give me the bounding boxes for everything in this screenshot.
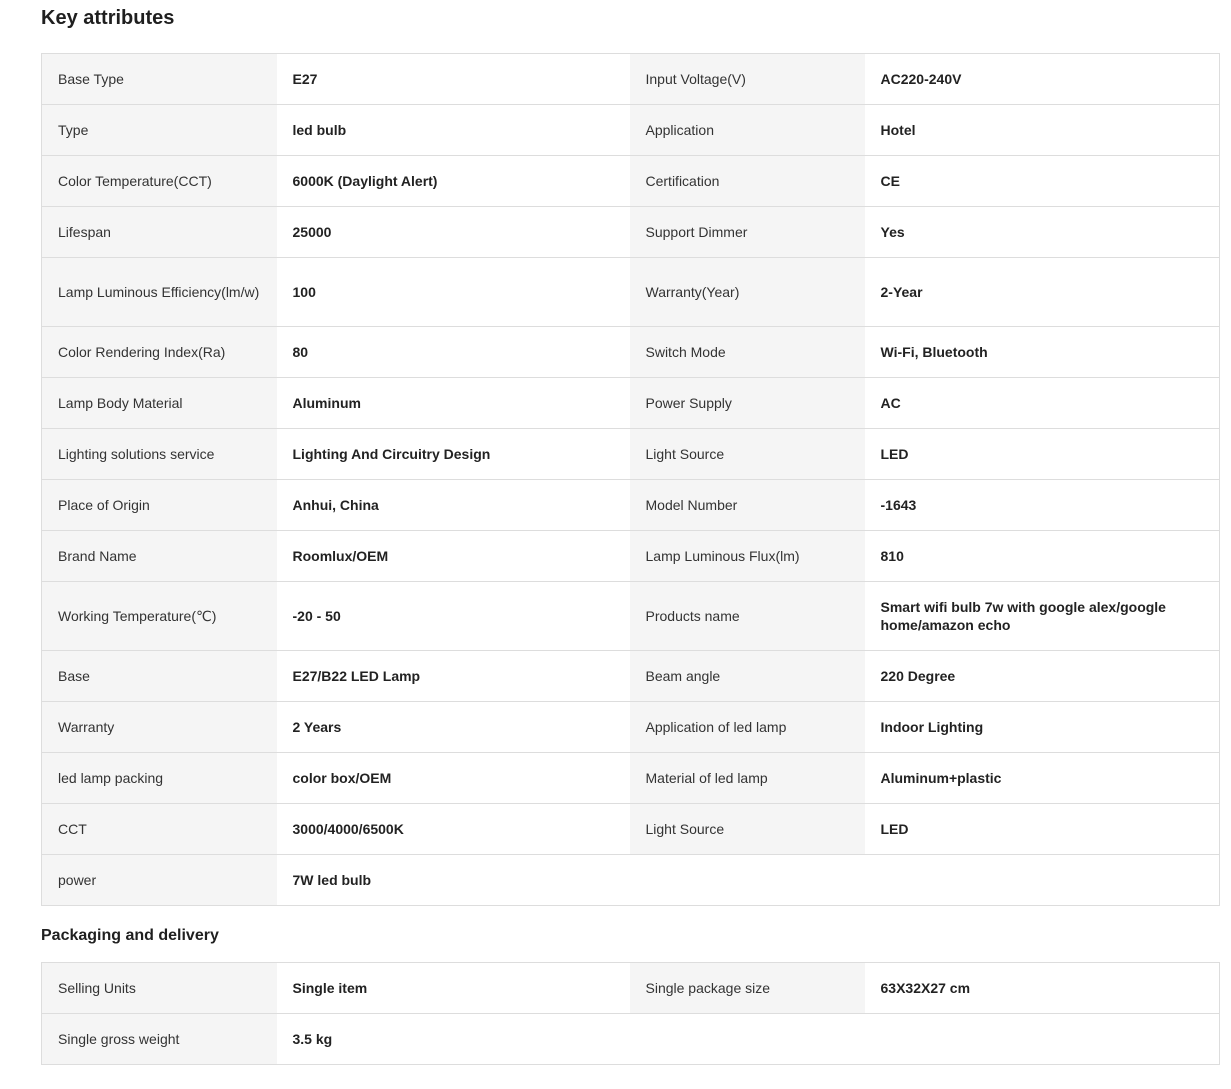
attribute-label: Model Number bbox=[630, 480, 865, 531]
attribute-value: CE bbox=[865, 156, 1220, 207]
attribute-value: color box/OEM bbox=[277, 753, 630, 804]
attribute-value: 25000 bbox=[277, 207, 630, 258]
attribute-label: Products name bbox=[630, 582, 865, 651]
attribute-row bbox=[42, 105, 1220, 156]
attribute-row bbox=[42, 855, 1220, 906]
attribute-value: AC bbox=[865, 378, 1220, 429]
attribute-value: LED bbox=[865, 429, 1220, 480]
attribute-row bbox=[42, 651, 1220, 702]
attribute-row bbox=[42, 429, 1220, 480]
attribute-row bbox=[42, 582, 1220, 651]
attribute-label: Single gross weight bbox=[42, 1014, 277, 1065]
attribute-label: Type bbox=[42, 105, 277, 156]
attribute-row bbox=[42, 753, 1220, 804]
attribute-value: LED bbox=[865, 804, 1220, 855]
packaging-heading: Packaging and delivery bbox=[41, 927, 219, 944]
attribute-value: Roomlux/OEM bbox=[277, 531, 630, 582]
attribute-row bbox=[42, 963, 1220, 1014]
attribute-label: Lighting solutions service bbox=[42, 429, 277, 480]
attribute-value: 2-Year bbox=[865, 258, 1220, 327]
attribute-label: Color Rendering Index(Ra) bbox=[42, 327, 277, 378]
attribute-label: Base Type bbox=[42, 54, 277, 105]
attribute-row bbox=[42, 702, 1220, 753]
attribute-label: Support Dimmer bbox=[630, 207, 865, 258]
attribute-label: Light Source bbox=[630, 429, 865, 480]
attribute-label: Power Supply bbox=[630, 378, 865, 429]
attribute-value: 220 Degree bbox=[865, 651, 1220, 702]
attribute-label: Application bbox=[630, 105, 865, 156]
key-attributes-heading: Key attributes bbox=[41, 7, 175, 29]
attribute-label: Beam angle bbox=[630, 651, 865, 702]
attribute-label: power bbox=[42, 855, 277, 906]
attribute-value: AC220-240V bbox=[865, 54, 1220, 105]
attribute-value: -20 - 50 bbox=[277, 582, 630, 651]
attribute-value: led bulb bbox=[277, 105, 630, 156]
attribute-row bbox=[42, 480, 1220, 531]
attribute-label: led lamp packing bbox=[42, 753, 277, 804]
attribute-value: Hotel bbox=[865, 105, 1220, 156]
packaging-table bbox=[41, 962, 1220, 1065]
attribute-label: Color Temperature(CCT) bbox=[42, 156, 277, 207]
attribute-value: E27 bbox=[277, 54, 630, 105]
attribute-label: Lamp Body Material bbox=[42, 378, 277, 429]
attribute-value: E27/B22 LED Lamp bbox=[277, 651, 630, 702]
attribute-value: 63X32X27 cm bbox=[865, 963, 1220, 1014]
attribute-label: Single package size bbox=[630, 963, 865, 1014]
attribute-label: Warranty(Year) bbox=[630, 258, 865, 327]
attribute-label: Lamp Luminous Efficiency(lm/w) bbox=[42, 258, 277, 327]
attribute-row bbox=[42, 378, 1220, 429]
attribute-label: Application of led lamp bbox=[630, 702, 865, 753]
empty-cell bbox=[630, 1014, 1220, 1065]
empty-cell bbox=[630, 855, 1220, 906]
attribute-value: 810 bbox=[865, 531, 1220, 582]
attribute-value: 3000/4000/6500K bbox=[277, 804, 630, 855]
attribute-label: Base bbox=[42, 651, 277, 702]
attribute-value: Yes bbox=[865, 207, 1220, 258]
attribute-value: 6000K (Daylight Alert) bbox=[277, 156, 630, 207]
attribute-label: Warranty bbox=[42, 702, 277, 753]
attribute-label: Place of Origin bbox=[42, 480, 277, 531]
attribute-value: Aluminum+plastic bbox=[865, 753, 1220, 804]
key-attributes-table bbox=[41, 53, 1220, 906]
attribute-value: Wi-Fi, Bluetooth bbox=[865, 327, 1220, 378]
attribute-row bbox=[42, 258, 1220, 327]
attribute-row bbox=[42, 804, 1220, 855]
attribute-value: Anhui, China bbox=[277, 480, 630, 531]
attribute-value: Single item bbox=[277, 963, 630, 1014]
attribute-value: Indoor Lighting bbox=[865, 702, 1220, 753]
attribute-label: Certification bbox=[630, 156, 865, 207]
attribute-row bbox=[42, 156, 1220, 207]
attribute-value: -1643 bbox=[865, 480, 1220, 531]
attribute-value: 2 Years bbox=[277, 702, 630, 753]
attribute-value: Smart wifi bulb 7w with google alex/google home/amazon echo bbox=[865, 582, 1220, 651]
attribute-value: Aluminum bbox=[277, 378, 630, 429]
attribute-row bbox=[42, 207, 1220, 258]
attribute-label: Lamp Luminous Flux(lm) bbox=[630, 531, 865, 582]
attribute-value: 7W led bulb bbox=[277, 855, 630, 906]
attribute-label: Working Temperature(℃) bbox=[42, 582, 277, 651]
attribute-value: 80 bbox=[277, 327, 630, 378]
attribute-label: Brand Name bbox=[42, 531, 277, 582]
attribute-label: Input Voltage(V) bbox=[630, 54, 865, 105]
attribute-row bbox=[42, 327, 1220, 378]
attribute-label: Switch Mode bbox=[630, 327, 865, 378]
attribute-row bbox=[42, 54, 1220, 105]
attribute-value: 100 bbox=[277, 258, 630, 327]
attribute-label: Selling Units bbox=[42, 963, 277, 1014]
attribute-label: Lifespan bbox=[42, 207, 277, 258]
attribute-row bbox=[42, 531, 1220, 582]
attribute-label: CCT bbox=[42, 804, 277, 855]
attribute-row bbox=[42, 1014, 1220, 1065]
attribute-label: Light Source bbox=[630, 804, 865, 855]
attribute-value: 3.5 kg bbox=[277, 1014, 630, 1065]
attribute-label: Material of led lamp bbox=[630, 753, 865, 804]
attribute-value: Lighting And Circuitry Design bbox=[277, 429, 630, 480]
